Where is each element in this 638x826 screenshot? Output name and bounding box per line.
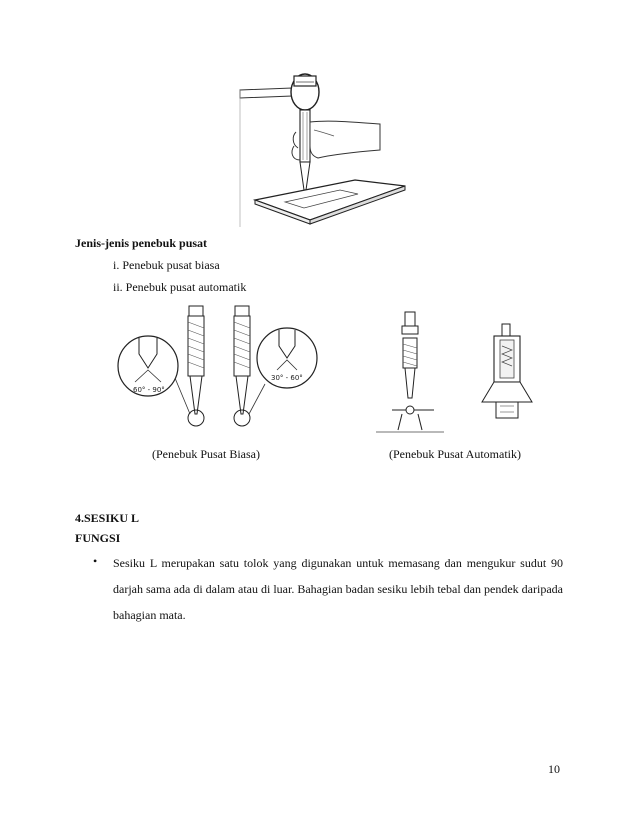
bullet-icon: • <box>93 554 98 568</box>
section-title-sesiku: 4.SESIKU L <box>75 511 140 525</box>
penebuk-biasa-illustration <box>115 296 320 438</box>
type-item-automatik: ii. Penebuk pusat automatik <box>113 280 247 294</box>
types-heading: Jenis-jenis penebuk pusat <box>75 236 208 250</box>
angle-label-left: 60° - 90° <box>133 386 165 394</box>
fungsi-paragraph: Sesiku L merupakan satu tolok yang digunakan untuk memasang dan mengukur sudut 90 darjah sama ada di dalam atau di luar. Bahagian badan sesiku lebih tebal dan pendek daripada bahagian mata. <box>113 556 563 622</box>
hammer-punch-illustration <box>230 62 410 227</box>
caption-penebuk-biasa: (Penebuk Pusat Biasa) <box>152 447 260 461</box>
angle-label-right: 30° - 60° <box>271 374 303 382</box>
type-item-biasa: i. Penebuk pusat biasa <box>113 258 220 272</box>
penebuk-automatik-illustration <box>372 310 542 440</box>
caption-penebuk-automatik: (Penebuk Pusat Automatik) <box>389 447 521 461</box>
page-number: 10 <box>548 762 560 776</box>
section-subtitle-fungsi: FUNGSI <box>75 531 121 545</box>
